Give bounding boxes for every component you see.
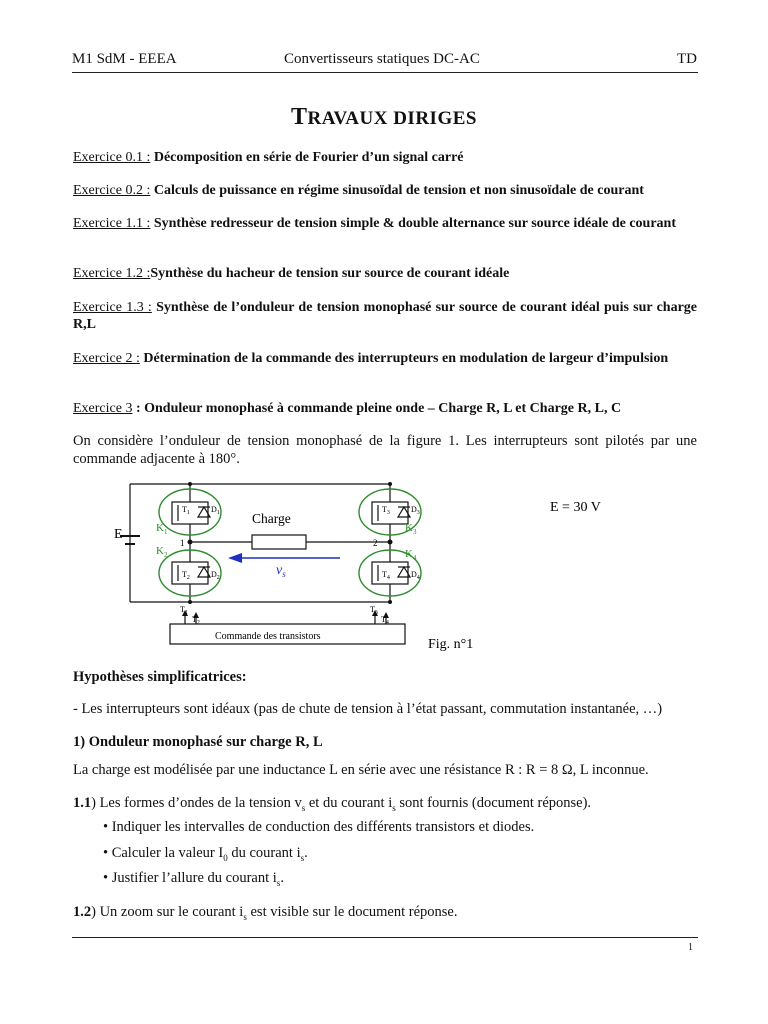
ctrl-t4-label: $T_4$ bbox=[381, 615, 389, 626]
supply-value: E = 30 V bbox=[550, 500, 601, 515]
k4-label: $K_4$ bbox=[405, 548, 417, 562]
hypotheses-text: - Les interrupteurs sont idéaux (pas de chute de tension à l’état passant, commutation instantanée, …) bbox=[73, 701, 663, 717]
d3-label: $D_3$ bbox=[411, 505, 420, 516]
exercise-1-1: Exercice 1.1 : Synthèse redresseur de tension simple & double alternance sur source idéale de courant bbox=[73, 216, 677, 231]
page-header bbox=[72, 50, 698, 73]
bullet-compute-i0: • Calculer la valeur $I_0$ du courant $i_s$. bbox=[103, 845, 308, 863]
k1-label: $K_1$ bbox=[156, 522, 168, 536]
node-2-label: 2 bbox=[373, 538, 378, 548]
bullet-justify: • Justifier l’allure du courant $i_s$. bbox=[103, 870, 284, 888]
ctrl-t3-label: $T_3$ bbox=[370, 605, 378, 616]
t2-label: $T_2$ bbox=[182, 570, 190, 581]
control-label: Commande des transistors bbox=[215, 631, 321, 642]
t1-label: $T_1$ bbox=[182, 505, 190, 516]
section-1-text: La charge est modélisée par une inductance L en série avec une résistance R : R = 8 Ω, L inconnue. bbox=[73, 762, 649, 778]
intro-paragraph: On considère l’onduleur de tension monophasé de la figure 1. Les interrupteurs sont pilotés par une commande adjacente à 180°. bbox=[73, 433, 697, 467]
k3-label: $K_3$ bbox=[405, 522, 417, 536]
header-center: Convertisseurs statiques DC-AC bbox=[284, 51, 480, 67]
t3-label: $T_3$ bbox=[382, 505, 390, 516]
inverter-circuit-figure bbox=[100, 474, 700, 654]
header-right: TD bbox=[677, 51, 697, 67]
exercise-1-2: Exercice 1.2 :Synthèse du hacheur de tension sur source de courant idéale bbox=[73, 266, 510, 281]
source-label: E bbox=[114, 527, 123, 542]
header-left: M1 SdM - EEEA bbox=[72, 51, 177, 67]
exercise-1-3: Exercice 1.3 : Synthèse de l’onduleur de tension monophasé sur source de courant idéal puis sur charge R,L bbox=[73, 300, 698, 332]
question-1-1: 1.1) Les formes d’ondes de la tension $v_s$ et du courant $i_s$ sont fournis (document réponse). bbox=[73, 795, 592, 813]
d4-label: $D_4$ bbox=[411, 570, 420, 581]
page-title: TRAVAUX DIRIGES bbox=[291, 104, 477, 130]
ctrl-t2-label: $T_2$ bbox=[192, 615, 200, 626]
exercise-2: Exercice 2 : Détermination de la commande des interrupteurs en modulation de largeur d’impulsion bbox=[73, 351, 669, 366]
exercise-0-2: Exercice 0.2 : Calculs de puissance en régime sinusoïdal de tension et non sinusoïdale de courant bbox=[73, 183, 644, 198]
load-label: Charge bbox=[252, 511, 291, 526]
ctrl-t1-label: $T_1$ bbox=[180, 605, 188, 616]
page-number: 1 bbox=[688, 942, 693, 953]
section-1-title: 1) Onduleur monophasé sur charge R, L bbox=[73, 734, 323, 750]
figure-caption: Fig. n°1 bbox=[428, 637, 474, 652]
node-1-label: 1 bbox=[180, 538, 185, 548]
k2-label: $K_2$ bbox=[156, 545, 168, 559]
hypotheses-title: Hypothèses simplificatrices: bbox=[73, 669, 247, 685]
exercise-0-1: Exercice 0.1 : Décomposition en série de Fourier d’un signal carré bbox=[73, 150, 464, 165]
voltage-label: $v_s$ bbox=[276, 563, 286, 579]
d1-label: $D_1$ bbox=[211, 505, 220, 516]
d2-label: $D_2$ bbox=[211, 570, 220, 581]
exercise-3: Exercice 3 : Onduleur monophasé à commande pleine onde – Charge R, L et Charge R, L, C bbox=[73, 401, 622, 416]
t4-label: $T_4$ bbox=[382, 570, 390, 581]
footer-rule bbox=[72, 937, 698, 938]
question-1-2: 1.2) Un zoom sur le courant $i_s$ est visible sur le document réponse. bbox=[73, 904, 458, 922]
bullet-conduction: • Indiquer les intervalles de conduction des différents transistors et diodes. bbox=[103, 819, 535, 835]
